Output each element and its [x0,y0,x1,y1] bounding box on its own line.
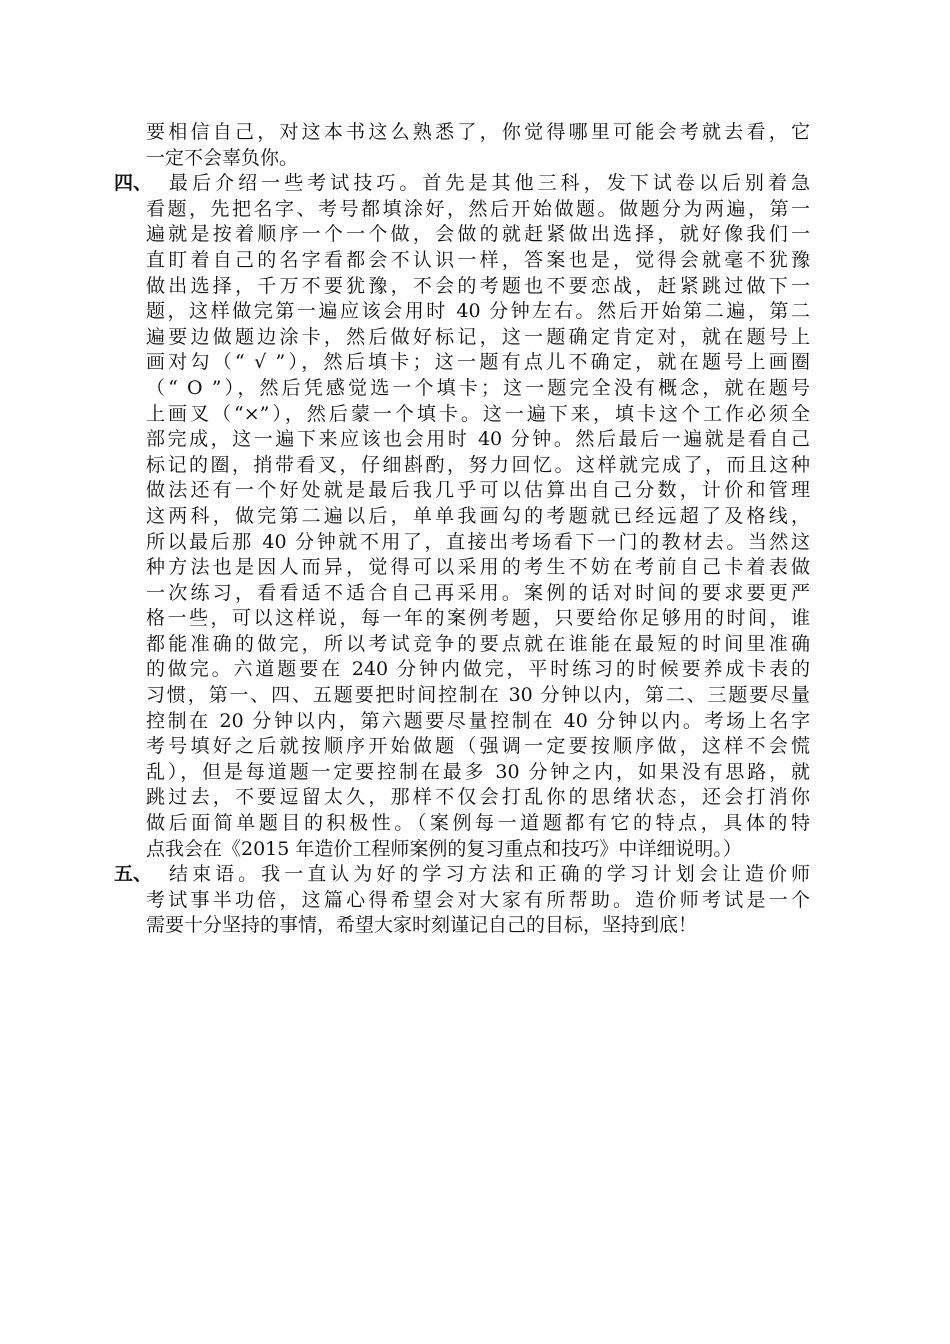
text-line: 所以最后那 40 分钟就不用了，直接出考场看下一门的教材去。当然这 [146,530,810,553]
text-line: 结束语。我一直认为好的学习方法和正确的学习计划会让造价师 [146,863,810,886]
text-line: 标记的圈，捎带看叉，仔细斟酌，努力回忆。这样就完成了，而且这种 [146,453,810,476]
text-line: 遍就是按着顺序一个一个做，会做的就赶紧做出选择，就好像我们一 [146,223,810,246]
text-line: 题，这样做完第一遍应该会用时 40 分钟左右。然后开始第二遍，第二 [146,300,810,323]
text-line: 直盯着自己的名字看都会不认识一样，答案也是，觉得会就毫不犹豫 [146,248,810,271]
text-line: 画对勾（“ √ ”），然后填卡；这一题有点儿不确定，就在题号上画圈 [146,351,810,374]
text-line: 都能准确的做完，所以考试竞争的要点就在谁能在最短的时间里准确 [146,632,810,655]
section-marker: 五、 [114,863,153,886]
text-line: 控制在 20 分钟以内，第六题要尽量控制在 40 分钟以内。考场上名字 [146,709,810,732]
text-line: 要相信自己，对这本书这么熟悉了，你觉得哪里可能会考就去看，它 [146,121,810,143]
text-line: 考号填好之后就按顺序开始做题（强调一定要按顺序做，这样不会慌 [146,735,810,758]
text-line: 乱），但是每道题一定要控制在最多 30 分钟之内，如果没有思路，就 [146,760,810,783]
text-line: 的做完。六道题要在 240 分钟内做完，平时练习的时候要养成卡表的 [146,658,810,681]
text-line: 考试事半功倍，这篇心得希望会对大家有所帮助。造价师考试是一个 [146,888,810,911]
text-line: 看题，先把名字、考号都填涂好，然后开始做题。做题分为两遍，第一 [146,197,810,220]
continuation-paragraph [146,120,810,171]
text-line: 遍要边做题边涂卡，然后做好标记，这一题确定肯定对，就在题号上 [146,325,810,348]
document-body [114,120,810,939]
text-line: 跳过去，不要逗留太久，那样不仅会打乱你的思绪状态，还会打消你 [146,786,810,809]
text-line: 这两科，做完第二遍以后，单单我画勾的考题就已经远超了及格线， [146,504,810,527]
text-line: 格一些，可以这样说，每一年的案例考题，只要给你足够用的时间，谁 [146,607,810,630]
text-line: 点我会在《2015 年造价工程师案例的复习重点和技巧》中详细说明。） [146,837,742,860]
text-line: 做出选择，千万不要犹豫，不会的考题也不要恋战，赶紧跳过做下一 [146,274,810,297]
section-four [114,171,810,862]
text-line: 做后面简单题目的积极性。（案例每一道题都有它的特点，具体的特 [146,812,810,835]
text-line: 上画叉（“×”），然后蒙一个填卡。这一遍下来，填卡这个工作必须全 [146,402,810,425]
text-line: 一定不会辜负你。 [146,146,299,169]
text-line: 习惯，第一、四、五题要把时间控制在 30 分钟以内，第二、三题要尽量 [146,684,810,707]
text-line: 种方法也是因人而异，觉得可以采用的考生不妨在考前自己卡着表做 [146,556,810,579]
text-line: 做法还有一个好处就是最后我几乎可以估算出自己分数，计价和管理 [146,479,810,502]
text-line: 最后介绍一些考试技巧。首先是其他三科，发下试卷以后别着急 [146,172,810,195]
text-line: 一次练习，看看适不适合自己再采用。案例的话对时间的要求要更严 [146,581,810,604]
text-line: （“ O ”），然后凭感觉选一个填卡；这一题完全没有概念，就在题号 [146,376,810,399]
section-marker: 四、 [114,172,153,195]
text-line: 部完成，这一遍下来应该也会用时 40 分钟。然后最后一遍就是看自己 [146,428,810,451]
section-five [114,862,810,939]
text-line: 需要十分坚持的事情，希望大家时刻谨记自己的目标，坚持到底！ [146,914,698,937]
